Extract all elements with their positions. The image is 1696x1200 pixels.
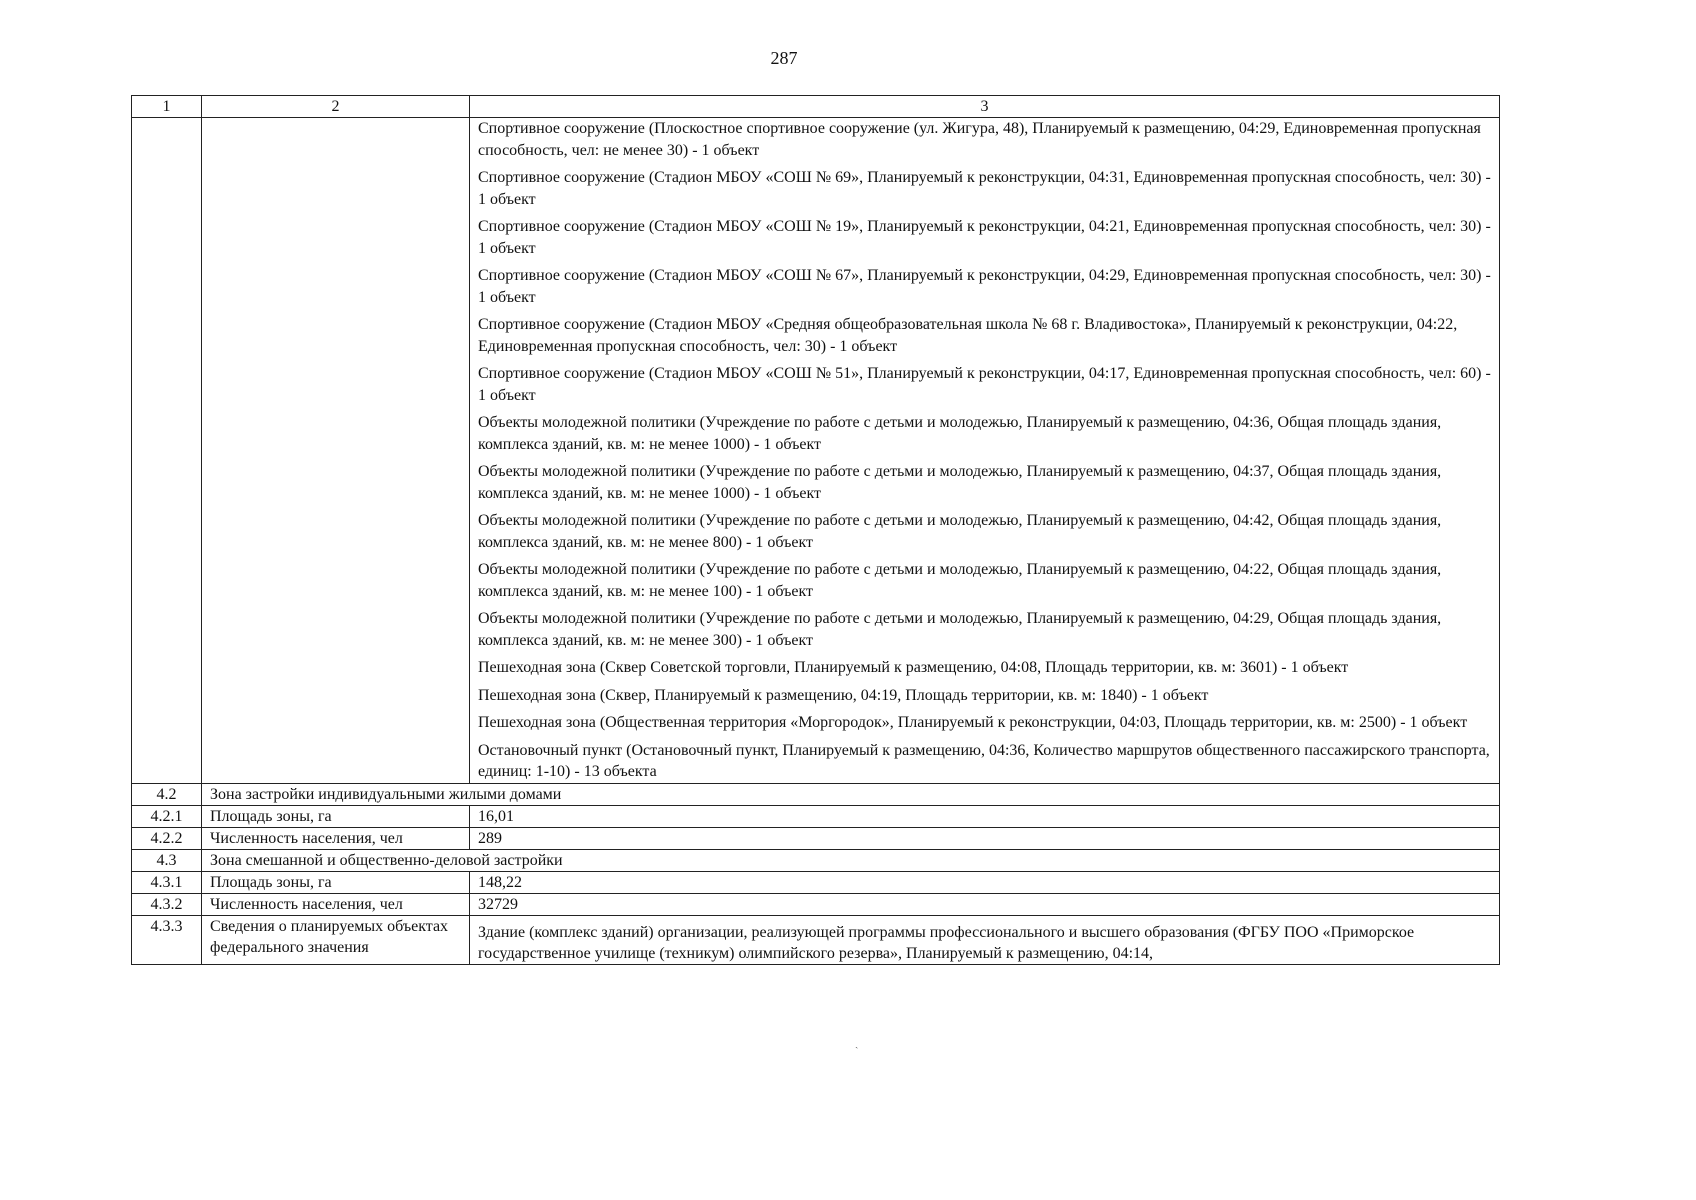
section-number: 4.3 [132, 849, 202, 871]
object-item: Спортивное сооружение (Стадион МБОУ «СОШ № 19», Планируемый к реконструкции, 04:21, Единовременная пропускная способность, чел: 30) - 1 объект [478, 218, 1491, 257]
column-header-2: 2 [202, 96, 470, 118]
continuation-label-cell [202, 118, 470, 784]
row-number: 4.2.2 [132, 827, 202, 849]
table-row [132, 893, 1500, 915]
row-label: Площадь зоны, га [202, 805, 470, 827]
row-label: Численность населения, чел [202, 893, 470, 915]
table-header-row [132, 96, 1500, 118]
table-row [132, 827, 1500, 849]
section-row-4-2 [132, 783, 1500, 805]
section-row-4-3 [132, 849, 1500, 871]
object-item: Спортивное сооружение (Плоскостное спортивное сооружение (ул. Жигура, 48), Планируемый к размещению, 04:29, Единовременная пропускная способность, чел: не менее 30) - 1 объект [478, 120, 1481, 159]
object-item: Спортивное сооружение (Стадион МБОУ «СОШ № 69», Планируемый к реконструкции, 04:31, Единовременная пропускная способность, чел: 30) - 1 объект [478, 169, 1491, 208]
table-row [132, 805, 1500, 827]
row-number: 4.3.1 [132, 871, 202, 893]
object-item: Остановочный пункт (Остановочный пункт, Планируемый к размещению, 04:36, Количество маршрутов общественного пассажирского транспорта, единиц: 1-10) - 13 объекта [478, 741, 1490, 780]
section-title [202, 849, 1500, 871]
object-item: Объекты молодежной политики (Учреждение по работе с детьми и молодежью, Планируемый к размещению, 04:22, Общая площадь здания, комплекса зданий, кв. м: не менее 100) - 1 объект [478, 561, 1442, 600]
table-row [132, 871, 1500, 893]
continuation-num-cell [132, 118, 202, 784]
section-title-text: Зона застройки индивидуальными жилыми домами [210, 785, 562, 803]
row-number: 4.3.2 [132, 893, 202, 915]
row-number: 4.2.1 [132, 805, 202, 827]
row-value: Здание (комплекс зданий) организации, реализующей программы профессионального и высшего образования (ФГБУ ПОО «Приморское государственное училище (техникум) олимпийского резерва», Планируемый к размещению, 04:14, [470, 915, 1500, 964]
continuation-items-cell [470, 118, 1500, 784]
section-number: 4.2 [132, 783, 202, 805]
row-label: Сведения о планируемых объектах федерального значения [202, 915, 470, 964]
column-header-3: 3 [470, 96, 1500, 118]
object-item: Пешеходная зона (Сквер Советской торговли, Планируемый к размещению, 04:08, Площадь территории, кв. м: 3601) - 1 объект [478, 659, 1349, 676]
table-row [132, 915, 1500, 964]
section-title-text: Зона смешанной и общественно-деловой застройки [210, 851, 563, 869]
object-item: Пешеходная зона (Общественная территория «Моргородок», Планируемый к реконструкции, 04:03, Площадь территории, кв. м: 2500) - 1 объект [478, 714, 1468, 731]
scan-speck: ˎ [855, 1038, 859, 1049]
row-value: 16,01 [470, 805, 1500, 827]
row-value: 32729 [470, 893, 1500, 915]
row-label: Численность населения, чел [202, 827, 470, 849]
object-item: Спортивное сооружение (Стадион МБОУ «Средняя общеобразовательная школа № 68 г. Владивостока», Планируемый к реконструкции, 04:22, Единовременная пропускная способность, чел: 30) - 1 объект [478, 316, 1458, 355]
object-item: Объекты молодежной политики (Учреждение по работе с детьми и молодежью, Планируемый к размещению, 04:29, Общая площадь здания, комплекса зданий, кв. м: не менее 300) - 1 объект [478, 610, 1442, 649]
zoning-table [131, 95, 1500, 965]
row-label: Площадь зоны, га [202, 871, 470, 893]
object-item: Пешеходная зона (Сквер, Планируемый к размещению, 04:19, Площадь территории, кв. м: 1840) - 1 объект [478, 686, 1209, 704]
object-item: Спортивное сооружение (Стадион МБОУ «СОШ № 51», Планируемый к реконструкции, 04:17, Единовременная пропускная способность, чел: 60) - 1 объект [478, 365, 1491, 404]
section-title [202, 783, 1500, 805]
object-item: Объекты молодежной политики (Учреждение по работе с детьми и молодежью, Планируемый к размещению, 04:42, Общая площадь здания, комплекса зданий, кв. м: не менее 800) - 1 объект [478, 512, 1442, 551]
page-number: 287 [770, 48, 798, 68]
row-value: 148,22 [470, 871, 1500, 893]
row-number: 4.3.3 [132, 915, 202, 964]
object-item: Объекты молодежной политики (Учреждение по работе с детьми и молодежью, Планируемый к размещению, 04:36, Общая площадь здания, комплекса зданий, кв. м: не менее 1000) - 1 объект [478, 414, 1442, 453]
object-item: Объекты молодежной политики (Учреждение по работе с детьми и молодежью, Планируемый к размещению, 04:37, Общая площадь здания, комплекса зданий, кв. м: не менее 1000) - 1 объект [478, 463, 1442, 502]
row-value: 289 [470, 827, 1500, 849]
object-item: Спортивное сооружение (Стадион МБОУ «СОШ № 67», Планируемый к реконструкции, 04:29, Единовременная пропускная способность, чел: 30) - 1 объект [478, 267, 1491, 306]
continuation-row [132, 118, 1500, 784]
column-header-1: 1 [132, 96, 202, 118]
